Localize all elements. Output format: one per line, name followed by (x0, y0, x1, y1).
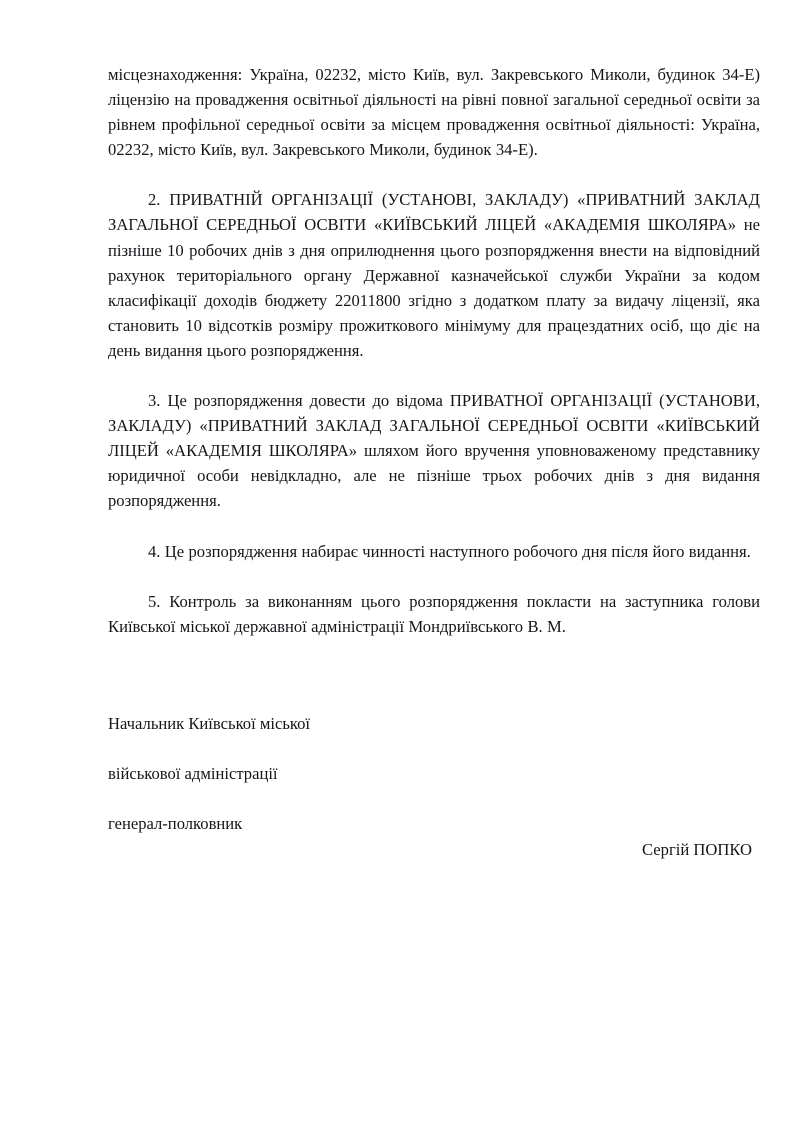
paragraph-spacer (108, 162, 760, 187)
paragraph-spacer (108, 564, 760, 589)
document-body (108, 62, 760, 639)
paragraph-item-2: 2. ПРИВАТНІЙ ОРГАНІЗАЦІЇ (УСТАНОВІ, ЗАКЛАДУ) «ПРИВАТНИЙ ЗАКЛАД ЗАГАЛЬНОЇ СЕРЕДНЬОЇ ОСВІТИ «КИЇВСЬКИЙ ЛІЦЕЙ «АКАДЕМІЯ ШКОЛЯРА» не пізніше 10 робочих днів з дня оприлюднення цього розпорядження внести на відповідний рахунок територіального органу Державної казначейської служби України за кодом класифікації доходів бюджету 22011800 згідно з додатком плату за видачу ліцензії, яка становить 10 відсотків розміру прожиткового мінімуму для працездатних осіб, що діє на день видання цього розпорядження. (108, 190, 760, 360)
paragraph-item-5: 5. Контроль за виконанням цього розпорядження покласти на заступника голови Київської міської державної адміністрації Мондриївського В. М. (108, 591, 760, 636)
paragraph-item-3: 3. Це розпорядження довести до відома ПРИВАТНОЇ ОРГАНІЗАЦІЇ (УСТАНОВИ, ЗАКЛАДУ) «ПРИВАТНИЙ ЗАКЛАД ЗАГАЛЬНОЇ СЕРЕДНЬОЇ ОСВІТИ «КИЇВСЬКИЙ ЛІЦЕЙ «АКАДЕМІЯ ШКОЛЯРА» шляхом його вручення уповноваженому представнику юридичної особи невідкладно, але не пізніше трьох робочих днів з дня видання розпорядження. (108, 391, 760, 511)
paragraph-spacer (108, 514, 760, 539)
signatory-title-line-2: військової адміністрації (108, 764, 278, 784)
signatory-title-line-1: Начальник Київської міської (108, 714, 311, 734)
paragraph-spacer (108, 363, 760, 388)
signatory-title (108, 686, 310, 862)
signatory-name: Сергій ПОПКО (642, 839, 752, 859)
paragraph-item-4: 4. Це розпорядження набирає чинності наступного робочого дня після його видання. (148, 541, 751, 561)
signatory-title-line-3: генерал-полковник (108, 814, 243, 834)
signature-block (108, 686, 760, 862)
paragraph-location-continuation: місцезнаходження: Україна, 02232, місто Київ, вул. Закревського Миколи, будинок 34-Е) ліцензію на провадження освітньої діяльності на рівні повної загальної середньої освіти за рівнем профільної середньої освіти за місцем провадження освітньої діяльності: Україна, 02232, місто Київ, вул. Закревського Миколи, будинок 34-Е). (108, 65, 760, 160)
